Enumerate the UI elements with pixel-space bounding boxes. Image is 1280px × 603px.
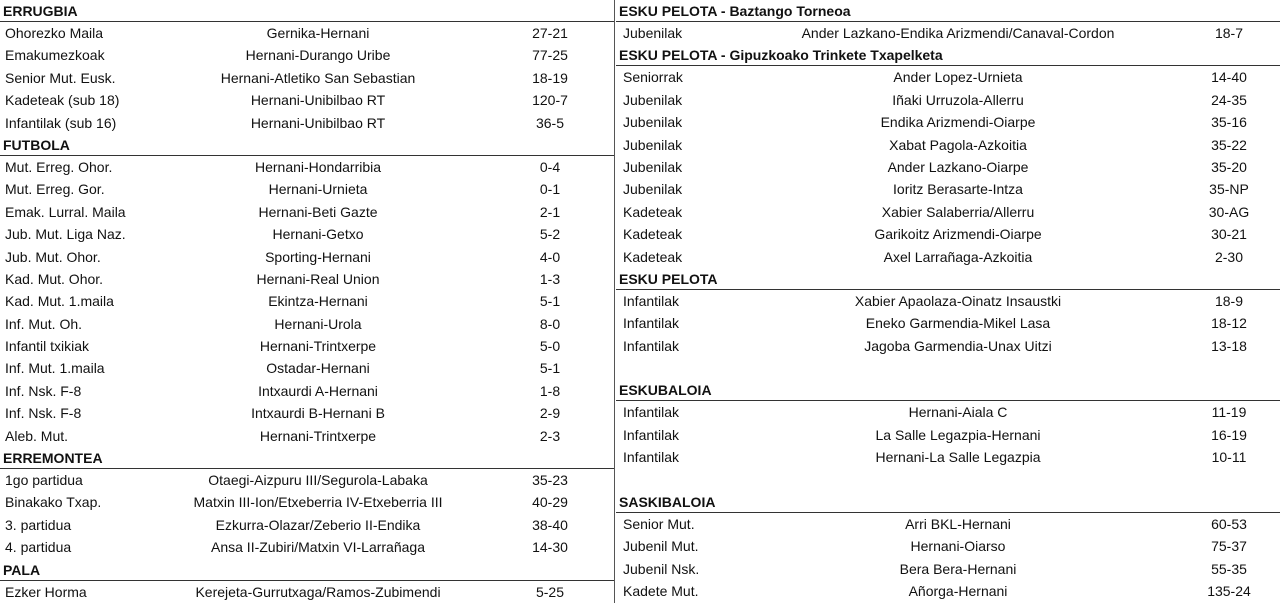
match-cell: Hernani-La Salle Legazpia bbox=[875, 449, 1041, 466]
result-row bbox=[616, 246, 1280, 268]
score-cell: 11-19 bbox=[1211, 404, 1247, 421]
right-results-column bbox=[616, 0, 1280, 603]
score-cell: 60-53 bbox=[1211, 516, 1247, 533]
result-row bbox=[616, 111, 1280, 133]
blank-row bbox=[616, 469, 1280, 491]
category-cell: Emak. Lurral. Maila bbox=[5, 203, 126, 220]
category-cell: Mut. Erreg. Ohor. bbox=[5, 158, 113, 175]
score-cell: 55-35 bbox=[1211, 560, 1247, 577]
section-title-futbola: FUTBOLA bbox=[0, 134, 614, 156]
match-cell: Hernani-Atletiko San Sebastian bbox=[220, 69, 416, 86]
match-cell: Garikoitz Arizmendi-Oiarpe bbox=[874, 226, 1042, 243]
match-cell: Kerejeta-Gurrutxaga/Ramos-Zubimendi bbox=[195, 583, 441, 600]
match-cell: Hernani-Real Union bbox=[256, 270, 380, 287]
column-divider bbox=[614, 0, 615, 603]
category-cell: Jubenilak bbox=[623, 25, 683, 41]
score-cell: 30-21 bbox=[1211, 226, 1247, 243]
category-cell: Ohorezko Maila bbox=[5, 25, 104, 41]
result-row bbox=[616, 290, 1280, 312]
score-cell: 30-AG bbox=[1208, 203, 1250, 220]
result-row bbox=[0, 201, 614, 223]
score-cell: 1-3 bbox=[539, 270, 561, 287]
score-cell: 4-0 bbox=[539, 248, 561, 265]
category-cell: Kadeteak bbox=[623, 226, 683, 243]
match-cell: Ekintza-Hernani bbox=[268, 293, 368, 310]
match-cell: Xabat Pagola-Azkoitia bbox=[889, 136, 1027, 153]
match-cell: Hernani-Trintxerpe bbox=[259, 427, 377, 444]
category-cell: Kadete Mut. bbox=[623, 583, 699, 600]
category-cell: Infantilak bbox=[623, 292, 680, 309]
result-row bbox=[0, 380, 614, 402]
score-cell: 75-37 bbox=[1211, 538, 1247, 555]
category-cell: Binakako Txap. bbox=[5, 494, 102, 511]
result-row bbox=[0, 357, 614, 379]
match-cell: Arri BKL-Hernani bbox=[905, 516, 1011, 533]
section-title-pala: PALA bbox=[0, 559, 614, 581]
match-cell: Ander Lopez-Urnieta bbox=[893, 69, 1023, 86]
result-row bbox=[0, 469, 614, 491]
result-row bbox=[616, 535, 1280, 557]
result-row bbox=[0, 536, 614, 558]
category-cell: Ezker Horma bbox=[5, 583, 87, 600]
match-cell: Endika Arizmendi-Oiarpe bbox=[880, 114, 1036, 131]
result-row bbox=[616, 446, 1280, 468]
result-row bbox=[0, 335, 614, 357]
section-title-esku-pelota: ESKU PELOTA bbox=[616, 268, 1280, 290]
category-cell: Infantilak bbox=[623, 315, 680, 332]
category-cell: Senior Mut. bbox=[623, 516, 695, 533]
match-cell: Ander Lazkano-Oiarpe bbox=[887, 158, 1029, 175]
category-cell: Jubenilak bbox=[623, 91, 683, 108]
score-cell: 77-25 bbox=[532, 47, 568, 64]
match-cell: Xabier Salaberria/Allerru bbox=[881, 203, 1035, 220]
score-cell: 5-25 bbox=[535, 583, 565, 600]
category-cell: Inf. Nsk. F-8 bbox=[5, 405, 82, 422]
left-results-column bbox=[0, 0, 614, 603]
result-row bbox=[0, 313, 614, 335]
score-cell: 2-3 bbox=[539, 427, 561, 444]
category-cell: Infantilak bbox=[623, 449, 680, 466]
result-row bbox=[0, 223, 614, 245]
score-cell: 5-1 bbox=[539, 360, 561, 377]
match-cell: Jagoba Garmendia-Unax Uitzi bbox=[864, 337, 1052, 354]
score-cell: 1-8 bbox=[539, 382, 561, 399]
match-cell: Hernani-Trintxerpe bbox=[259, 338, 377, 355]
score-cell: 35-20 bbox=[1211, 158, 1247, 175]
match-cell: Hernani-Beti Gazte bbox=[258, 203, 378, 220]
category-cell: Kad. Mut. 1.maila bbox=[5, 293, 114, 310]
category-cell: Aleb. Mut. bbox=[5, 427, 69, 444]
category-cell: Jub. Mut. Ohor. bbox=[5, 248, 101, 265]
category-cell: Mut. Erreg. Gor. bbox=[5, 181, 105, 198]
category-cell: Jubenil Nsk. bbox=[623, 560, 700, 577]
match-cell: La Salle Legazpia-Hernani bbox=[875, 426, 1041, 443]
score-cell: 5-2 bbox=[539, 226, 561, 243]
score-cell: 27-21 bbox=[532, 25, 568, 41]
score-cell: 0-1 bbox=[539, 181, 561, 198]
result-row bbox=[0, 581, 614, 603]
category-cell: Infantilak bbox=[623, 404, 680, 421]
match-cell: Ostadar-Hernani bbox=[266, 360, 370, 377]
result-row bbox=[0, 67, 614, 89]
section-title-eskubaloia: ESKUBALOIA bbox=[616, 379, 1280, 401]
result-row bbox=[616, 312, 1280, 334]
category-cell: Infantilak (sub 16) bbox=[5, 114, 117, 131]
category-cell: Kad. Mut. Ohor. bbox=[5, 270, 104, 287]
category-cell: Jubenilak bbox=[623, 181, 683, 198]
match-cell: Ansa II-Zubiri/Matxin VI-Larrañaga bbox=[211, 539, 425, 556]
result-row bbox=[0, 246, 614, 268]
category-cell: Jub. Mut. Liga Naz. bbox=[5, 226, 126, 243]
match-cell: Ioritz Berasarte-Intza bbox=[893, 181, 1023, 198]
score-cell: 2-1 bbox=[539, 203, 561, 220]
result-row bbox=[616, 513, 1280, 535]
match-cell: Bera Bera-Hernani bbox=[899, 560, 1017, 577]
result-row bbox=[616, 424, 1280, 446]
score-cell: 0-4 bbox=[539, 158, 561, 175]
result-row bbox=[616, 401, 1280, 423]
category-cell: Jubenilak bbox=[623, 158, 683, 175]
result-row bbox=[0, 268, 614, 290]
score-cell: 10-11 bbox=[1211, 449, 1247, 466]
category-cell: 4. partidua bbox=[5, 539, 72, 556]
result-row bbox=[616, 22, 1280, 44]
match-cell: Axel Larrañaga-Azkoitia bbox=[883, 248, 1033, 265]
result-row bbox=[0, 89, 614, 111]
score-cell: 36-5 bbox=[535, 114, 565, 131]
category-cell: Infantilak bbox=[623, 337, 680, 354]
result-row bbox=[616, 134, 1280, 156]
blank-row bbox=[616, 357, 1280, 379]
score-cell: 135-24 bbox=[1207, 583, 1251, 600]
result-row bbox=[0, 112, 614, 134]
match-cell: Hernani-Unibilbao RT bbox=[250, 92, 386, 109]
category-cell: 3. partidua bbox=[5, 516, 72, 533]
result-row bbox=[616, 89, 1280, 111]
match-cell: Ander Lazkano-Endika Arizmendi/Canaval-Cordon bbox=[801, 25, 1115, 41]
match-cell: Iñaki Urruzola-Allerru bbox=[892, 91, 1024, 108]
score-cell: 2-30 bbox=[1214, 248, 1244, 265]
match-cell: Hernani-Durango Uribe bbox=[245, 47, 391, 64]
result-row bbox=[616, 66, 1280, 88]
category-cell: Senior Mut. Eusk. bbox=[5, 69, 116, 86]
result-row bbox=[0, 491, 614, 513]
category-cell: Jubenilak bbox=[623, 114, 683, 131]
result-row bbox=[0, 290, 614, 312]
score-cell: 24-35 bbox=[1211, 91, 1247, 108]
match-cell: Ezkurra-Olazar/Zeberio II-Endika bbox=[215, 516, 421, 533]
category-cell: Kadeteak bbox=[623, 203, 683, 220]
category-cell: Inf. Mut. Oh. bbox=[5, 315, 83, 332]
category-cell: 1go partidua bbox=[5, 472, 83, 489]
result-row bbox=[0, 156, 614, 178]
category-cell: Jubenilak bbox=[623, 136, 683, 153]
section-title-esku-pelota-baztango-torneoa: ESKU PELOTA - Baztango Torneoa bbox=[616, 0, 1280, 22]
score-cell: 18-9 bbox=[1214, 292, 1244, 309]
match-cell: Hernani-Urnieta bbox=[268, 181, 368, 198]
result-row bbox=[616, 335, 1280, 357]
section-title-errugbia: ERRUGBIA bbox=[0, 0, 614, 22]
result-row bbox=[0, 178, 614, 200]
result-row bbox=[0, 402, 614, 424]
section-title-erremontea: ERREMONTEA bbox=[0, 447, 614, 469]
category-cell: Inf. Mut. 1.maila bbox=[5, 360, 105, 377]
category-cell: Jubenil Mut. bbox=[623, 538, 699, 555]
score-cell: 5-1 bbox=[539, 293, 561, 310]
score-cell: 35-16 bbox=[1211, 114, 1247, 131]
category-cell: Seniorrak bbox=[623, 69, 683, 86]
match-cell: Xabier Apaolaza-Oinatz Insaustki bbox=[854, 292, 1062, 309]
category-cell: Inf. Nsk. F-8 bbox=[5, 382, 82, 399]
match-cell: Eneko Garmendia-Mikel Lasa bbox=[865, 315, 1051, 332]
match-cell: Otaegi-Aizpuru III/Segurola-Labaka bbox=[208, 472, 428, 489]
section-title-saskibaloia: SASKIBALOIA bbox=[616, 491, 1280, 513]
result-row bbox=[616, 558, 1280, 580]
score-cell: 14-30 bbox=[532, 539, 568, 556]
score-cell: 120-7 bbox=[532, 92, 568, 109]
match-cell: Hernani-Oiarso bbox=[910, 538, 1006, 555]
score-cell: 14-40 bbox=[1211, 69, 1247, 86]
match-cell: Intxaurdi A-Hernani bbox=[258, 382, 378, 399]
score-cell: 18-7 bbox=[1214, 25, 1244, 41]
match-cell: Gernika-Hernani bbox=[266, 25, 370, 41]
result-row bbox=[616, 156, 1280, 178]
result-row bbox=[0, 22, 614, 44]
score-cell: 16-19 bbox=[1211, 426, 1247, 443]
score-cell: 18-12 bbox=[1211, 315, 1247, 332]
category-cell: Kadeteak (sub 18) bbox=[5, 92, 120, 109]
match-cell: Hernani-Hondarribia bbox=[254, 158, 382, 175]
score-cell: 40-29 bbox=[532, 494, 568, 511]
category-cell: Infantil txikiak bbox=[5, 338, 90, 355]
match-cell: Intxaurdi B-Hernani B bbox=[251, 405, 385, 422]
score-cell: 8-0 bbox=[539, 315, 561, 332]
match-cell: Añorga-Hernani bbox=[908, 583, 1008, 600]
score-cell: 35-22 bbox=[1211, 136, 1247, 153]
match-cell: Sporting-Hernani bbox=[265, 248, 371, 265]
match-cell: Hernani-Urola bbox=[274, 315, 362, 332]
score-cell: 35-NP bbox=[1209, 181, 1249, 198]
category-cell: Emakumezkoak bbox=[5, 47, 105, 64]
section-title-esku-pelota-gipuzkoako-trinkete-txapelketa: ESKU PELOTA - Gipuzkoako Trinkete Txapelketa bbox=[616, 44, 1280, 66]
match-cell: Hernani-Aiala C bbox=[908, 404, 1008, 421]
score-cell: 13-18 bbox=[1211, 337, 1247, 354]
match-cell: Hernani-Getxo bbox=[272, 226, 364, 243]
match-cell: Hernani-Unibilbao RT bbox=[250, 114, 386, 131]
score-cell: 5-0 bbox=[539, 338, 561, 355]
result-row bbox=[616, 580, 1280, 602]
result-row bbox=[0, 44, 614, 66]
result-row bbox=[616, 223, 1280, 245]
score-cell: 18-19 bbox=[532, 69, 568, 86]
result-row bbox=[0, 425, 614, 447]
category-cell: Infantilak bbox=[623, 426, 680, 443]
match-cell: Matxin III-Ion/Etxeberria IV-Etxeberria III bbox=[193, 494, 443, 511]
score-cell: 2-9 bbox=[539, 405, 561, 422]
category-cell: Kadeteak bbox=[623, 248, 683, 265]
result-row bbox=[616, 178, 1280, 200]
result-row bbox=[616, 201, 1280, 223]
score-cell: 38-40 bbox=[532, 516, 568, 533]
result-row bbox=[0, 514, 614, 536]
score-cell: 35-23 bbox=[532, 472, 568, 489]
